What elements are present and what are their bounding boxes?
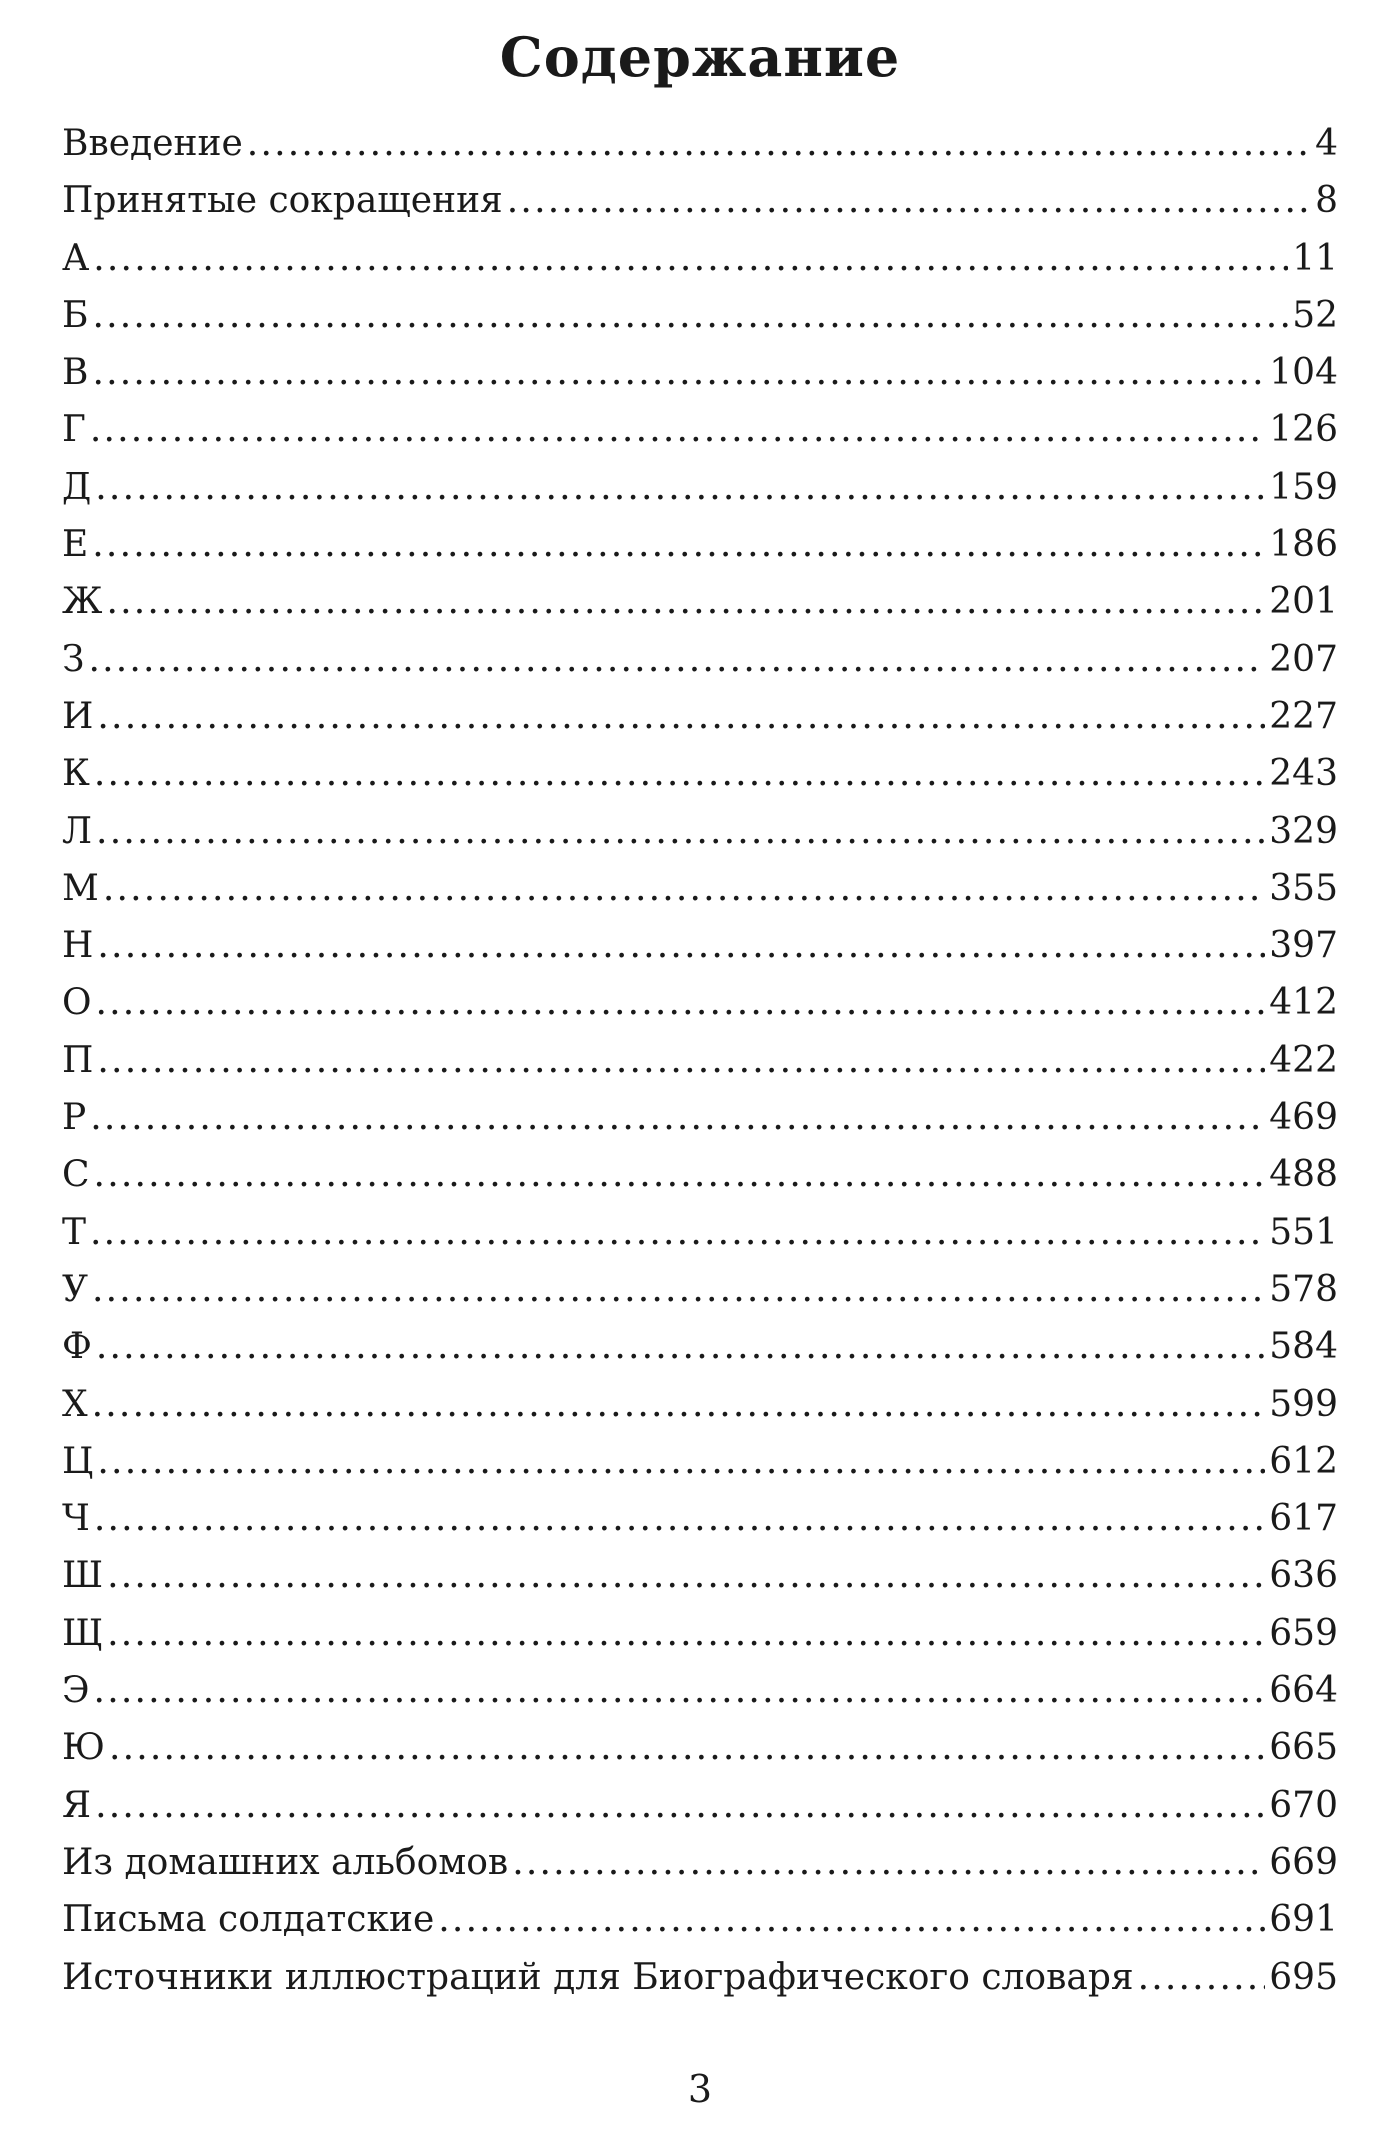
- toc-entry-label: Р: [62, 1097, 87, 1139]
- dot-leader: [97, 1433, 1265, 1490]
- toc-entry[interactable]: [62, 974, 1338, 1031]
- toc-entry-label: Ш: [62, 1555, 104, 1597]
- toc-entry-page: 11: [1292, 237, 1338, 279]
- toc-entry-page: 422: [1269, 1039, 1338, 1081]
- toc-entry[interactable]: [62, 1719, 1338, 1776]
- toc-entry-page: 665: [1269, 1727, 1338, 1769]
- dot-leader: [97, 688, 1265, 745]
- toc-entry-page: 670: [1269, 1784, 1338, 1826]
- dot-leader: [507, 172, 1311, 229]
- toc-entry[interactable]: [62, 1891, 1338, 1948]
- toc-entry[interactable]: [62, 172, 1338, 229]
- toc-entry-page: 412: [1269, 982, 1338, 1024]
- toc-entry-label: Д: [62, 466, 92, 508]
- toc-entry[interactable]: [62, 1318, 1338, 1375]
- toc-entry-page: 664: [1269, 1670, 1338, 1712]
- toc-entry-label: Щ: [62, 1612, 104, 1654]
- dot-leader: [97, 1032, 1265, 1089]
- dot-leader: [103, 860, 1265, 917]
- toc-entry-page: 201: [1269, 581, 1338, 623]
- dot-leader: [107, 1605, 1265, 1662]
- toc-entry-label: Н: [62, 925, 94, 967]
- dot-leader: [94, 1490, 1265, 1547]
- dot-leader: [88, 631, 1265, 688]
- toc-entry-label: Принятые сокращения: [62, 180, 503, 222]
- toc-entry[interactable]: [62, 344, 1338, 401]
- toc-entry[interactable]: [62, 115, 1338, 172]
- toc-entry-label: У: [62, 1268, 89, 1310]
- toc-entry[interactable]: [62, 1777, 1338, 1834]
- toc-entry-label: З: [62, 638, 85, 680]
- dot-leader: [92, 287, 1288, 344]
- toc-entry-label: К: [62, 753, 90, 795]
- toc-entry-label: Ф: [62, 1326, 92, 1368]
- toc-entry-page: 207: [1269, 638, 1338, 680]
- toc-entry-page: 8: [1315, 180, 1338, 222]
- dot-leader: [109, 1719, 1265, 1776]
- toc-entry-label: С: [62, 1154, 90, 1196]
- toc-entry-label: Э: [62, 1670, 90, 1712]
- toc-entry-page: 227: [1269, 695, 1338, 737]
- toc-entry[interactable]: [62, 1204, 1338, 1261]
- toc-entry-page: 4: [1315, 123, 1338, 164]
- toc-entry[interactable]: [62, 1662, 1338, 1719]
- toc-entry-label: Т: [62, 1211, 87, 1253]
- dot-leader: [94, 745, 1265, 802]
- toc-entry-label: Ч: [62, 1498, 90, 1540]
- toc-entry-page: 126: [1269, 409, 1338, 451]
- page-title: Содержание: [499, 25, 901, 89]
- toc-entry-label: Ю: [62, 1727, 105, 1769]
- toc-entry-label: В: [62, 352, 89, 394]
- toc-entry-label: Ц: [62, 1440, 94, 1482]
- dot-leader: [90, 1089, 1265, 1146]
- toc-entry-label: Я: [62, 1784, 92, 1826]
- toc-entry-page: 329: [1269, 810, 1338, 852]
- toc-entry[interactable]: [62, 1949, 1338, 2006]
- toc-entry-label: П: [62, 1039, 94, 1081]
- toc-entry[interactable]: [62, 1376, 1338, 1433]
- dot-leader: [93, 230, 1288, 287]
- toc-entry-page: 617: [1269, 1498, 1338, 1540]
- dot-leader: [92, 516, 1265, 573]
- toc-entry-label: Ж: [62, 581, 103, 623]
- dot-leader: [92, 1261, 1265, 1318]
- toc-entry-label: Х: [62, 1383, 88, 1425]
- toc-entry-page: 104: [1269, 352, 1338, 394]
- toc-entry-label: Из домашних альбомов: [62, 1841, 509, 1883]
- toc-entry[interactable]: [62, 745, 1338, 802]
- toc-entry[interactable]: [62, 516, 1338, 573]
- toc-entry[interactable]: [62, 1490, 1338, 1547]
- toc-entry-page: 599: [1269, 1383, 1338, 1425]
- dot-leader: [94, 1146, 1266, 1203]
- toc-entry[interactable]: [62, 230, 1338, 287]
- toc-entry-label: Б: [62, 294, 89, 336]
- toc-entry[interactable]: [62, 917, 1338, 974]
- dot-leader: [512, 1834, 1265, 1891]
- dot-leader: [106, 573, 1265, 630]
- toc-entry-page: 488: [1269, 1154, 1338, 1196]
- dot-leader: [92, 344, 1265, 401]
- dot-leader: [94, 1662, 1266, 1719]
- toc-entry[interactable]: [62, 1433, 1338, 1490]
- toc-entry-page: 578: [1269, 1268, 1338, 1310]
- toc-entry-page: 695: [1269, 1956, 1338, 1998]
- toc-entry-page: 551: [1269, 1211, 1338, 1253]
- toc-entry-page: 397: [1269, 925, 1338, 967]
- dot-leader: [1138, 1949, 1266, 2006]
- toc-entry-label: И: [62, 695, 94, 737]
- page-number: 3: [687, 2067, 713, 2111]
- toc-entry[interactable]: [62, 1146, 1338, 1203]
- dot-leader: [90, 401, 1265, 458]
- toc-entry-label: Г: [62, 409, 86, 451]
- toc-entry-page: 52: [1292, 294, 1338, 336]
- toc-entry-page: 469: [1269, 1097, 1338, 1139]
- toc-entry[interactable]: [62, 1605, 1338, 1662]
- toc-entry[interactable]: [62, 1032, 1338, 1089]
- dot-leader: [95, 459, 1265, 516]
- toc-entry-label: Л: [62, 810, 93, 852]
- toc-entry[interactable]: [62, 1547, 1338, 1604]
- toc-entry[interactable]: [62, 1089, 1338, 1146]
- dot-leader: [95, 1777, 1265, 1834]
- toc-entry-page: 243: [1269, 753, 1338, 795]
- toc-entry[interactable]: [62, 631, 1338, 688]
- toc-entry-page: 186: [1269, 524, 1338, 566]
- toc-entry-page: 612: [1269, 1440, 1338, 1482]
- dot-leader: [96, 974, 1266, 1031]
- dot-leader: [438, 1891, 1265, 1948]
- table-of-contents: [62, 115, 1338, 2006]
- toc-entry[interactable]: [62, 287, 1338, 344]
- toc-entry[interactable]: [62, 459, 1338, 516]
- dot-leader: [97, 917, 1265, 974]
- toc-entry-label: А: [62, 237, 90, 279]
- dot-leader: [92, 1376, 1266, 1433]
- toc-entry-page: 636: [1269, 1555, 1338, 1597]
- dot-leader: [247, 115, 1311, 172]
- toc-entry-label: Введение: [62, 123, 243, 164]
- toc-entry[interactable]: [62, 860, 1338, 917]
- toc-entry[interactable]: [62, 573, 1338, 630]
- dot-leader: [107, 1547, 1265, 1604]
- toc-entry-label: О: [62, 982, 92, 1024]
- dot-leader: [90, 1204, 1265, 1261]
- toc-entry[interactable]: [62, 1834, 1338, 1891]
- toc-entry-label: М: [62, 867, 99, 909]
- toc-entry-page: 691: [1269, 1899, 1338, 1941]
- dot-leader: [96, 1318, 1265, 1375]
- toc-entry-label: Е: [62, 524, 89, 566]
- toc-entry-label: Источники иллюстраций для Биографического словаря: [62, 1956, 1134, 1998]
- toc-entry[interactable]: [62, 688, 1338, 745]
- toc-entry-page: 355: [1269, 867, 1338, 909]
- dot-leader: [96, 803, 1265, 860]
- toc-entry-page: 159: [1269, 466, 1338, 508]
- toc-entry-page: 584: [1269, 1326, 1338, 1368]
- toc-entry-page: 669: [1269, 1841, 1338, 1883]
- toc-entry[interactable]: [62, 1261, 1338, 1318]
- toc-entry-page: 659: [1269, 1612, 1338, 1654]
- toc-entry[interactable]: [62, 401, 1338, 458]
- toc-entry[interactable]: [62, 803, 1338, 860]
- toc-entry-label: Письма солдатские: [62, 1899, 435, 1941]
